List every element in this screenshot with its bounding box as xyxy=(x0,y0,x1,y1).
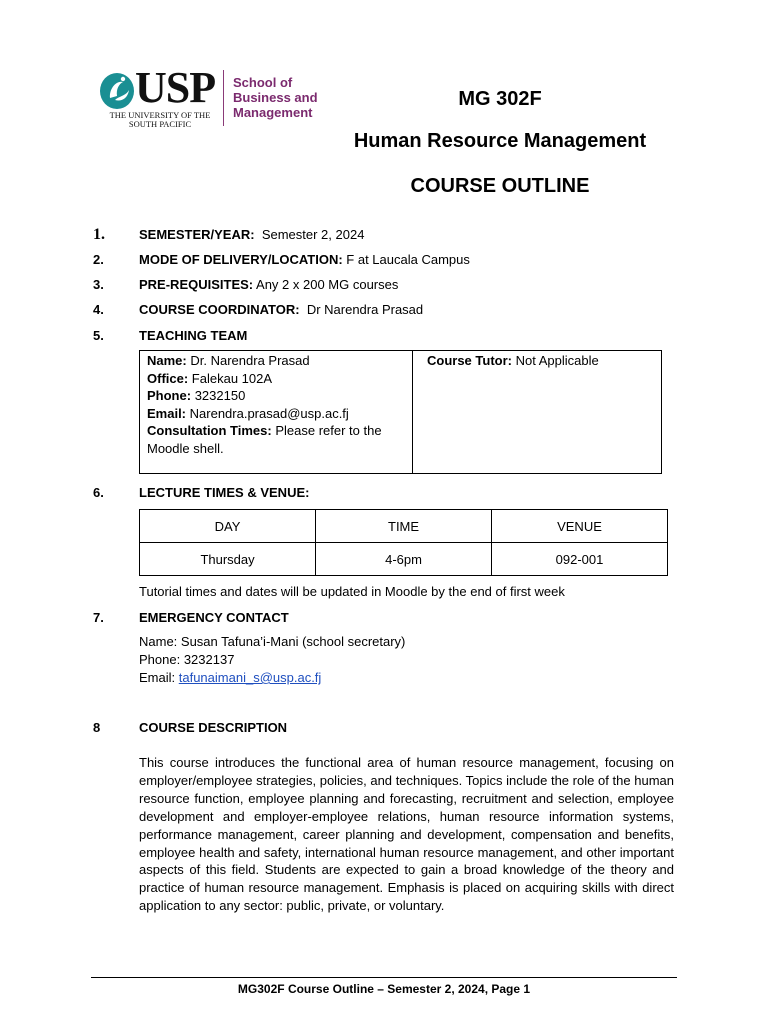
cell-time: 4-6pm xyxy=(316,543,492,576)
semester-row xyxy=(139,227,364,242)
usp-wordmark: USP xyxy=(135,63,216,112)
table-header-row xyxy=(140,510,668,543)
lecture-table xyxy=(139,509,668,576)
page-footer: MG302F Course Outline – Semester 2, 2024, Page 1 xyxy=(237,982,531,996)
item-number: 2. xyxy=(93,252,104,267)
course-title: Human Resource Management xyxy=(353,130,647,152)
item-number: 3. xyxy=(93,277,104,292)
description-heading: COURSE DESCRIPTION xyxy=(139,720,288,735)
coordinator-row xyxy=(139,302,423,317)
usp-emblem-icon xyxy=(99,70,135,110)
footer-rule xyxy=(91,977,677,978)
team-name: Dr. Narendra Prasad xyxy=(190,353,310,368)
cell-day: Thursday xyxy=(140,543,316,576)
header-cell-day: DAY xyxy=(140,510,316,543)
emergency-phone: Phone: 3232137 xyxy=(139,652,235,667)
item-number: 8 xyxy=(93,720,101,735)
header-cell-time: TIME xyxy=(316,510,492,543)
header-cell-venue: VENUE xyxy=(491,510,667,543)
item-number: 6. xyxy=(93,485,104,500)
semester-value: Semester 2, 2024 xyxy=(261,227,365,242)
logo-divider xyxy=(223,70,224,126)
semester-label: SEMESTER/YEAR: xyxy=(139,227,255,242)
tutor-details: Course Tutor: Not Applicable xyxy=(427,353,599,368)
item-number: 1. xyxy=(93,226,105,243)
item-number: 7. xyxy=(93,610,104,625)
coordinator-details: Name: Dr. Narendra Prasad Office: Falekau 102A Phone: 3232150 Email: Narendra.prasad@usp.ac.fj Consultation Times: Please refer to the Moodle shell. xyxy=(140,351,413,473)
outline-heading: COURSE OUTLINE xyxy=(410,175,590,197)
prereq-row xyxy=(139,277,398,292)
course-code: MG 302F xyxy=(458,88,542,110)
team-phone: 3232150 xyxy=(194,388,246,403)
team-email: Narendra.prasad@usp.ac.fj xyxy=(189,405,349,421)
delivery-row xyxy=(139,252,470,267)
tutorial-note: Tutorial times and dates will be updated in Moodle by the end of first week xyxy=(139,584,565,599)
team-office: Falekau 102A xyxy=(191,370,273,386)
delivery-label: MODE OF DELIVERY/LOCATION: xyxy=(139,252,343,267)
table-row xyxy=(140,543,668,576)
prereq-value: Any 2 x 200 MG courses xyxy=(256,277,399,292)
item-number: 5. xyxy=(93,328,104,343)
usp-logo xyxy=(99,63,324,130)
emergency-email-link[interactable]: tafunaimani_s@usp.ac.fj xyxy=(178,670,322,685)
lecture-heading: LECTURE TIMES & VENUE: xyxy=(139,485,310,500)
team-consultation-cont: Moodle shell. xyxy=(147,440,224,456)
cell-venue: 092-001 xyxy=(491,543,667,576)
university-name: THE UNIVERSITY OF THE SOUTH PACIFIC xyxy=(109,110,211,129)
coordinator-label: COURSE COORDINATOR: xyxy=(139,302,300,317)
prereq-label: PRE-REQUISITES: xyxy=(139,277,254,292)
delivery-value: F at Laucala Campus xyxy=(346,252,470,267)
emergency-email-row: Email: tafunaimani_s@usp.ac.fj xyxy=(139,670,322,685)
school-name: School of Business and Management xyxy=(233,75,318,120)
course-description: This course introduces the functional area of human resource management, focusing on employer/employee strategies, policies, and techniques. Topics include the role of the human resource function, employee planning and forecasting, recruitment and selection, employee development and employer-employee relations, human resource information systems, performance management, career planning and development, compensation and benefits, employee health and safety, international human resource management, and other important aspects of this field. Students are expected to gain a broad knowledge of the theory and practice of human resource management. Emphasis is placed on acquiring skills with direct application to any sector: public, private, or voluntary. xyxy=(139,755,674,914)
team-consultation: Please refer to the xyxy=(275,423,382,438)
emergency-heading: EMERGENCY CONTACT xyxy=(139,610,289,625)
teaching-team-table xyxy=(139,350,662,474)
item-number: 4. xyxy=(93,302,104,317)
tutor-value: Not Applicable xyxy=(515,353,599,368)
coordinator-value: Dr Narendra Prasad xyxy=(306,302,424,317)
emergency-name: Name: Susan Tafuna’i-Mani (school secretary) xyxy=(139,634,406,649)
team-heading: TEACHING TEAM xyxy=(139,328,248,343)
